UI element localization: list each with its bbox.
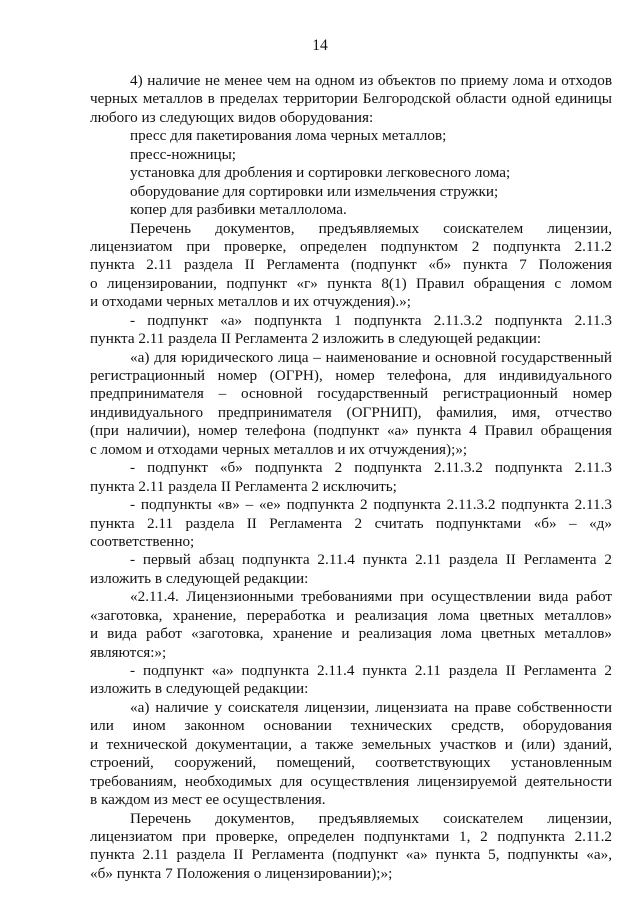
text-line: являются:»; <box>90 643 167 661</box>
text-line: пункта 2.11 раздела II Регламента (подпункт «а» пункта 5, подпункты «а», <box>90 846 612 864</box>
text-line: предпринимателя – основной государственный регистрационный номер <box>90 385 612 403</box>
text-line: пункта 2.11 раздела II Регламента 2 исключить; <box>90 477 397 495</box>
body-text <box>90 72 612 883</box>
text-line: индивидуального предпринимателя (ОГРНИП), фамилия, имя, отчество <box>90 403 612 421</box>
text-line: Перечень документов, предъявляемых соискателем лицензии, <box>130 809 612 827</box>
text-line: «2.11.4. Лицензионными требованиями при осуществлении вида работ <box>130 588 612 606</box>
text-line: установка для дробления и сортировки легковесного лома; <box>130 164 511 182</box>
text-line: пресс для пакетирования лома черных металлов; <box>130 127 447 145</box>
text-line: пункта 2.11 раздела II Регламента 2 считать подпунктами «б» – «д» <box>90 514 612 532</box>
text-line: о лицензировании, подпункт «г» пункта 8(1) Правил обращения с ломом <box>90 274 612 292</box>
text-line: соответственно; <box>90 532 195 550</box>
text-line: «а) для юридического лица – наименование и основной государственный <box>130 348 612 366</box>
text-line: требованиям, необходимых для осуществления лицензируемой деятельности <box>90 772 612 790</box>
text-line: Перечень документов, предъявляемых соискателем лицензии, <box>130 219 612 237</box>
text-line: изложить в следующей редакции: <box>90 680 309 698</box>
text-line: и отходами черных металлов и их отчуждения).»; <box>90 293 411 311</box>
text-line: - подпункт «а» подпункта 1 подпункта 2.11.3.2 подпункта 2.11.3 <box>130 311 612 329</box>
text-line: и вида работ «заготовка, хранение и реализация лома цветных металлов» <box>90 625 612 643</box>
text-line: - первый абзац подпункта 2.11.4 пункта 2.11 раздела II Регламента 2 <box>130 551 612 569</box>
text-line: 4) наличие не менее чем на одном из объектов по приему лома и отходов <box>130 72 612 89</box>
text-line: лицензиатом при проверке, определен подпунктами 1, 2 подпункта 2.11.2 <box>90 827 612 845</box>
text-line: пункта 2.11 раздела II Регламента (подпункт «б» пункта 7 Положения <box>90 256 612 274</box>
page-number: 14 <box>312 37 328 54</box>
text-line: любого из следующих видов оборудования: <box>90 108 374 126</box>
text-line: изложить в следующей редакции: <box>90 569 309 587</box>
text-line: - подпункты «в» – «е» подпункта 2 подпункта 2.11.3.2 подпункта 2.11.3 <box>130 496 612 514</box>
text-line: или ином законном основании технических средств, оборудования <box>90 717 612 735</box>
text-line: пункта 2.11 раздела II Регламента 2 изложить в следующей редакции: <box>90 330 542 348</box>
text-line: пресс-ножницы; <box>130 145 237 163</box>
text-line: - подпункт «а» подпункта 2.11.4 пункта 2.11 раздела II Регламента 2 <box>130 662 612 679</box>
text-line: и технической документации, а также земельных участков и (или) зданий, <box>90 735 612 753</box>
text-line: «а) наличие у соискателя лицензии, лицензиата на праве собственности <box>130 698 612 716</box>
text-line: лицензиатом при проверке, определен подпунктом 2 подпункта 2.11.2 <box>90 237 612 255</box>
text-line: «заготовка, хранение, переработка и реализация лома цветных металлов» <box>90 606 612 624</box>
text-line: оборудование для сортировки или измельчения стружки; <box>130 182 499 200</box>
text-line: строений, сооружений, помещений, соответствующих установленным <box>90 754 612 772</box>
text-line: - подпункт «б» подпункта 2 подпункта 2.11.3.2 подпункта 2.11.3 <box>130 459 612 477</box>
text-line: в каждом из мест ее осуществления. <box>90 791 326 809</box>
text-line: «б» пункта 7 Положения о лицензировании);»; <box>90 864 393 882</box>
text-line: черных металлов в пределах территории Белгородской области одной единицы <box>90 90 612 108</box>
text-line: с ломом и отходами черных металлов и их отчуждения);»; <box>90 440 468 458</box>
text-line: регистрационный номер (ОГРН), номер телефона, для индивидуального <box>90 367 612 384</box>
text-line: копер для разбивки металлолома. <box>130 201 347 219</box>
text-line: (при наличии), номер телефона (подпункт «а» пункта 4 Правил обращения <box>90 422 612 440</box>
